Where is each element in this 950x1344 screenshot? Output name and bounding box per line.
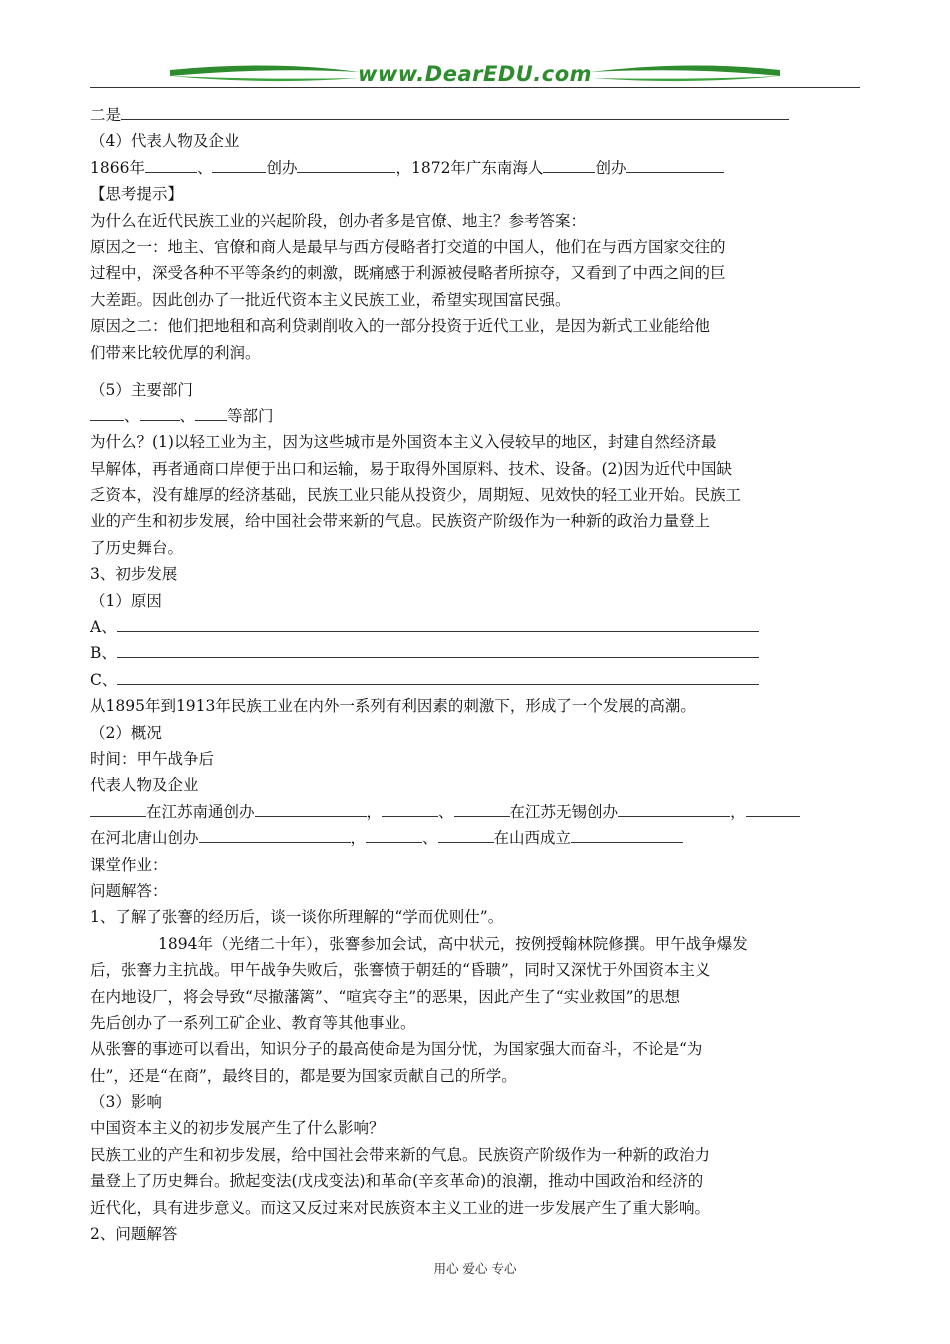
answer-blank[interactable] xyxy=(117,669,759,685)
line-27: 在江苏南通创办 ， 、 在江苏无锡创办 ， xyxy=(90,799,860,825)
answer-blank[interactable] xyxy=(117,616,759,632)
line-14: 早解体，再者通商口岸便于出口和运输，易于取得外国原料、技术、设备。(2)因为近代中国缺 xyxy=(90,459,732,478)
line-4: 【思考提示】 xyxy=(90,185,184,204)
line-25: 时间：甲午战争后 xyxy=(90,749,215,768)
answer-blank[interactable] xyxy=(543,157,595,173)
line-40: 民族工业的产生和初步发展，给中国社会带来新的气息。民族资产阶级作为一种新的政治力 xyxy=(90,1145,711,1164)
line-8: 大差距。因此创办了一批近代资本主义民族工业，希望实现国富民强。 xyxy=(90,290,571,309)
line-39: 中国资本主义的初步发展产生了什么影响？ xyxy=(90,1119,385,1138)
line-21: B、 xyxy=(90,640,860,666)
line-18: 3、初步发展 xyxy=(90,565,178,584)
line-38: （3）影响 xyxy=(90,1093,162,1112)
answer-blank[interactable] xyxy=(618,801,730,817)
answer-blank[interactable] xyxy=(195,405,227,421)
line-3: 1866年 、 创办 ，1872年广东南海人 创办 xyxy=(90,155,860,181)
line-33: 后，张謇力主抗战。甲午战争失败后，张謇愤于朝廷的“昏聩”，同时又深忧于外国资本主义 xyxy=(90,961,711,980)
line-24: （2）概况 xyxy=(90,723,162,742)
answer-blank[interactable] xyxy=(90,801,146,817)
line-13: 为什么？(1)以轻工业为主，因为这些城市是外国资本主义入侵较早的地区，封建自然经济最 xyxy=(90,433,717,452)
line-12: 、 、 等部门 xyxy=(90,403,860,429)
answer-blank[interactable] xyxy=(140,405,180,421)
line-1: 二是 xyxy=(90,102,860,128)
line-10: 们带来比较优厚的利润。 xyxy=(90,343,261,362)
line-19: （1）原因 xyxy=(90,591,162,610)
document-body xyxy=(90,102,860,1247)
answer-blank[interactable] xyxy=(145,157,197,173)
line-32: 1894年（光绪二十年），张謇参加会试，高中状元，按例授翰林院修撰。甲午战争爆发 xyxy=(158,934,748,953)
answer-blank[interactable] xyxy=(117,642,759,658)
line-35: 先后创办了一系列工矿企业、教育等其他事业。 xyxy=(90,1013,416,1032)
line-17: 了历史舞台。 xyxy=(90,538,184,557)
line-2: （4）代表人物及企业 xyxy=(90,132,240,151)
line-23: 从1895年到1913年民族工业在内外一系列有利因素的刺激下，形成了一个发展的高潮。 xyxy=(90,697,696,716)
page-header xyxy=(90,58,860,90)
answer-blank[interactable] xyxy=(382,801,438,817)
line-43: 2、问题解答 xyxy=(90,1225,178,1244)
line-41: 量登上了历史舞台。掀起变法(戊戌变法)和革命(辛亥革命)的浪潮，推动中国政治和经济的 xyxy=(90,1172,704,1191)
answer-blank[interactable] xyxy=(571,827,683,843)
line-31: 1、了解了张謇的经历后，谈一谈你所理解的“学而优则仕”。 xyxy=(90,908,504,927)
answer-blank[interactable] xyxy=(626,157,724,173)
line-15: 乏资本，没有雄厚的经济基础，民族工业只能从投资少，周期短、见效快的轻工业开始。民族工 xyxy=(90,486,742,505)
line-29: 课堂作业： xyxy=(90,855,168,874)
answer-blank[interactable] xyxy=(297,157,395,173)
page-footer: 用心 爱心 专心 xyxy=(433,1261,517,1276)
line-11: （5）主要部门 xyxy=(90,380,193,399)
line-20: A、 xyxy=(90,614,860,640)
line-7: 过程中，深受各种不平等条约的刺激，既痛感于利源被侵略者所掠夺，又看到了中西之间的巨 xyxy=(90,264,726,283)
line-16: 业的产生和初步发展，给中国社会带来新的气息。民族资产阶级作为一种新的政治力量登上 xyxy=(90,512,711,531)
answer-blank[interactable] xyxy=(199,827,351,843)
line-6: 原因之一：地主、官僚和商人是最早与西方侵略者打交道的中国人，他们在与西方国家交往的 xyxy=(90,237,726,256)
answer-blank[interactable] xyxy=(121,104,789,120)
line-37: 仕”，还是“在商”，最终目的，都是要为国家贡献自己的所学。 xyxy=(90,1066,517,1085)
answer-blank[interactable] xyxy=(90,405,124,421)
line-30: 问题解答： xyxy=(90,881,168,900)
line-26: 代表人物及企业 xyxy=(90,776,199,795)
answer-blank[interactable] xyxy=(366,827,422,843)
site-logo-text[interactable]: www.DearEDU.com xyxy=(357,62,593,86)
line-28: 在河北唐山创办 ， 、 在山西成立 xyxy=(90,825,860,851)
line-5: 为什么在近代民族工业的兴起阶段，创办者多是官僚、地主？参考答案： xyxy=(90,211,587,230)
answer-blank[interactable] xyxy=(438,827,494,843)
answer-blank[interactable] xyxy=(454,801,510,817)
line-42: 近代化，具有进步意义。而这又反过来对民族资本主义工业的进一步发展产生了重大影响。 xyxy=(90,1198,711,1217)
header-rule xyxy=(90,87,860,88)
answer-blank[interactable] xyxy=(212,157,266,173)
line-36: 从张謇的事迹可以看出，知识分子的最高使命是为国分忧，为国家强大而奋斗，不论是“为 xyxy=(90,1040,703,1059)
line-34: 在内地设厂，将会导致“尽撤藩篱”、“喧宾夺主”的恶果，因此产生了“实业救国”的思想 xyxy=(90,987,681,1006)
line-9: 原因之二：他们把地租和高利贷剥削收入的一部分投资于近代工业，是因为新式工业能给他 xyxy=(90,317,711,336)
answer-blank[interactable] xyxy=(255,801,367,817)
answer-blank[interactable] xyxy=(746,801,800,817)
line-22: C、 xyxy=(90,667,860,693)
